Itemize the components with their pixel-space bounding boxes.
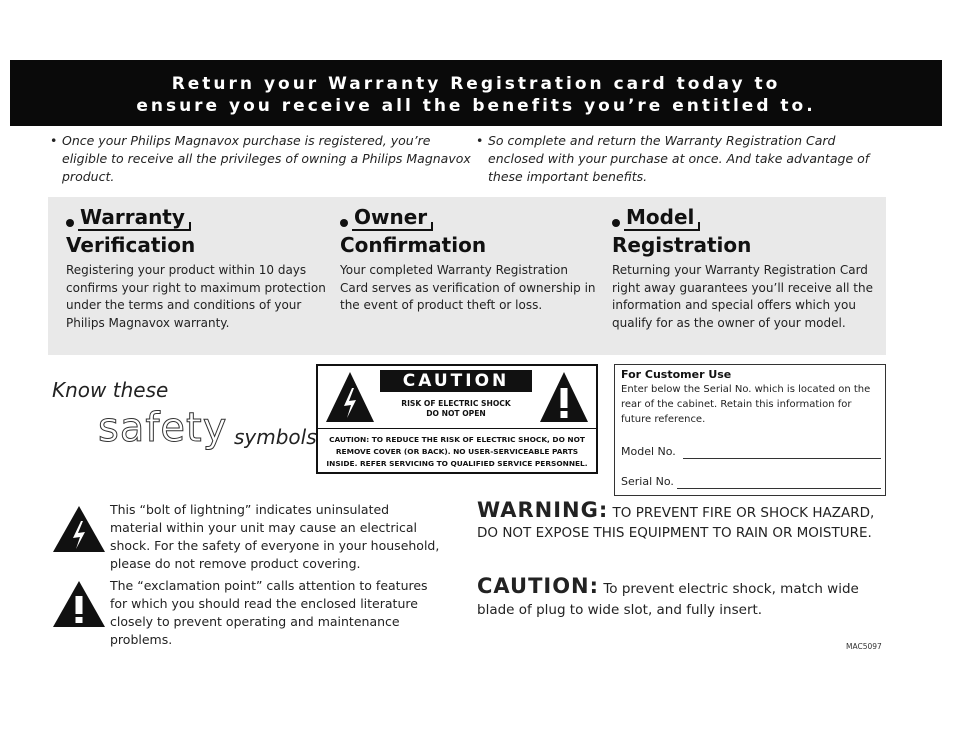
benefit-subtitle-2: Confirmation	[340, 233, 487, 257]
caution-label	[316, 364, 598, 474]
customer-use-box	[614, 364, 886, 496]
lightning-triangle-icon	[52, 505, 106, 553]
benefit-body-3: Returning your Warranty Registration Card right away guarantees you’ll receive all the information and special offers which you qualify for as the owner of your model.	[612, 263, 873, 330]
benefit-subtitle-1: Verification	[66, 233, 196, 257]
model-no-field[interactable]	[683, 458, 881, 459]
benefit-title-3: Model	[626, 205, 695, 229]
customer-use-desc: Enter below the Serial No. which is located on the rear of the cabinet. Retain this information for future reference.	[621, 384, 871, 425]
benefit-model-registration	[612, 206, 880, 332]
warning-head: WARNING:	[477, 498, 609, 522]
document-code: MAC5097	[846, 642, 882, 651]
banner-line-1: Return your Warranty Registration card today to	[171, 74, 781, 94]
safety-word: safety	[98, 405, 228, 451]
lightning-explanation: This “bolt of lightning” indicates uninsulated material within your unit may cause an electrical shock. For the safety of everyone in your household, please do not remove product covering.	[110, 502, 440, 571]
lightning-triangle-icon	[324, 370, 376, 424]
benefit-title-1: Warranty	[80, 205, 185, 229]
caution-label-text: CAUTION: TO REDUCE THE RISK OF ELECTRIC SHOCK, DO NOT REMOVE COVER (OR BACK). NO USER-SERVICEABLE PARTS INSIDE. REFER SERVICING TO QUALIFIED SERVICE PERSONNEL.	[326, 435, 588, 468]
caution-note-head: CAUTION:	[477, 574, 600, 598]
symbols-label: symbols	[234, 425, 317, 449]
exclamation-triangle-icon	[538, 370, 590, 424]
know-these-label: Know these	[52, 378, 169, 402]
serial-no-field[interactable]	[677, 488, 881, 489]
benefit-owner-confirmation	[340, 206, 598, 315]
intro-right: • So complete and return the Warranty Registration Card enclosed with your purchase at once. And take advantage of these important benefits.	[476, 133, 870, 184]
exclamation-explanation: The “exclamation point” calls attention to features for which you should read the enclosed literature closely to prevent operating and maintenance problems.	[110, 578, 428, 647]
benefit-subtitle-3: Registration	[612, 233, 752, 257]
customer-use-title: For Customer Use	[621, 368, 732, 381]
caution-risk: RISK OF ELECTRIC SHOCK DO NOT OPEN	[401, 399, 511, 418]
benefit-warranty-verification	[66, 206, 328, 332]
benefit-body-2: Your completed Warranty Registration Card serves as verification of ownership in the event of product theft or loss.	[340, 263, 596, 312]
intro-left: • Once your Philips Magnavox purchase is registered, you’re eligible to receive all the privileges of owning a Philips Magnavox product.	[50, 133, 471, 184]
caution-title: CAUTION	[380, 370, 532, 392]
exclamation-triangle-icon	[52, 580, 106, 628]
intro-right-text: So complete and return the Warranty Registration Card enclosed with your purchase at once. And take advantage of these important benefits.	[488, 133, 870, 184]
benefit-body-1: Registering your product within 10 days confirms your right to maximum protection under the terms and conditions of your Philips Magnavox warranty.	[66, 263, 326, 330]
banner-line-2: ensure you receive all the benefits you’re entitled to.	[136, 96, 816, 116]
caution-note-block	[477, 576, 877, 621]
model-no-label: Model No.	[621, 445, 676, 458]
warranty-banner	[10, 60, 942, 126]
caution-note-text: To prevent electric shock, match wide blade of plug to wide slot, and fully insert.	[477, 581, 859, 618]
benefit-title-2: Owner	[354, 205, 428, 229]
serial-no-label: Serial No.	[621, 475, 674, 488]
intro-left-text: Once your Philips Magnavox purchase is registered, you’re eligible to receive all the privileges of owning a Philips Magnavox product.	[62, 133, 471, 184]
warning-block	[477, 500, 877, 543]
warning-text: TO PREVENT FIRE OR SHOCK HAZARD, DO NOT EXPOSE THIS EQUIPMENT TO RAIN OR MOISTURE.	[477, 505, 875, 541]
